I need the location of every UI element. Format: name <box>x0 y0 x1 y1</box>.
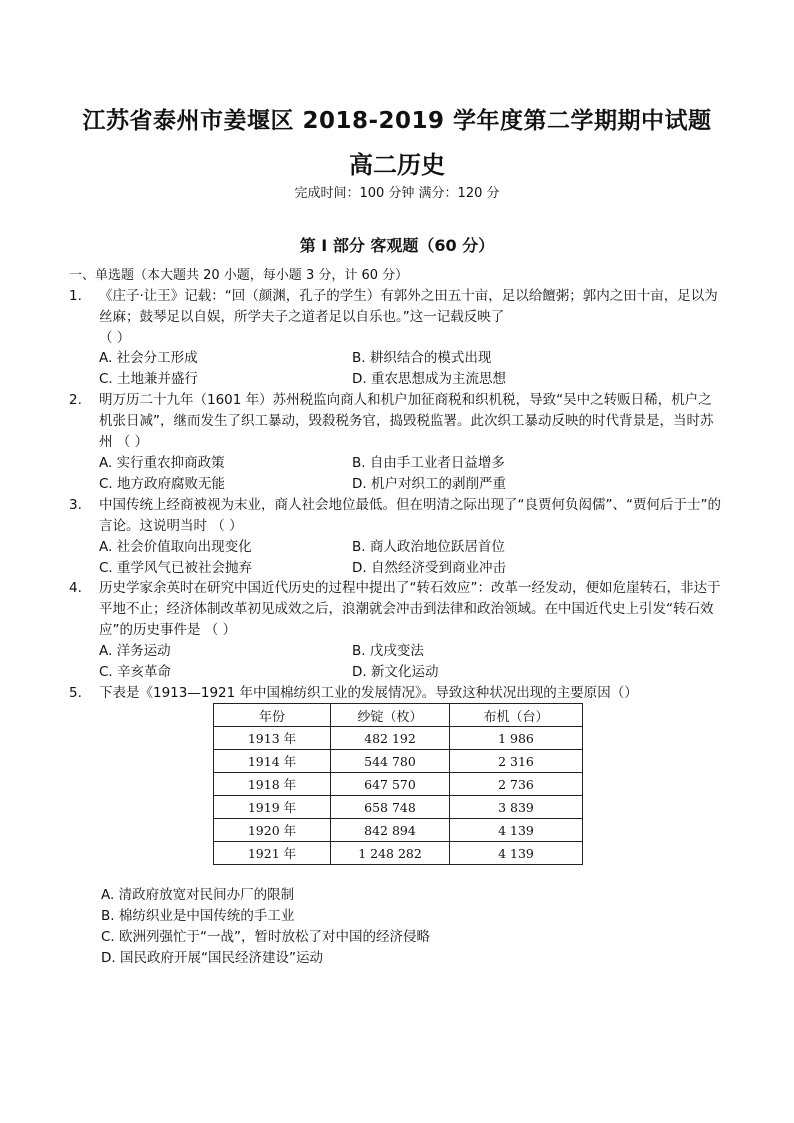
table-cell-spindles: 658 748 <box>331 796 450 819</box>
question-stem: 下表是《1913—1921 年中国棉纺织工业的发展情况》。导致这种状况出现的主要原因（） <box>99 685 638 701</box>
question-number: 2. <box>69 392 82 408</box>
table-row <box>214 750 583 773</box>
option-b: B. 商人政治地位跃居首位 <box>352 539 505 555</box>
table-cell-year: 1919 年 <box>214 796 331 819</box>
table-cell-year: 1921 年 <box>214 842 331 865</box>
option-b: B. 戊戌变法 <box>352 643 424 659</box>
option-a: A. 洋务运动 <box>99 643 171 659</box>
option-a: A. 实行重农抑商政策 <box>99 455 225 471</box>
question-stem: 《庄子·让王》记载：“回（颜渊，孔子的学生）有郭外之田五十亩，足以给饘粥；郭内之田十亩，足以为丝麻；鼓琴足以自娱，所学夫子之道者足以自乐也。”这一记载反映了 <box>99 288 718 325</box>
table-cell-looms: 2 736 <box>450 773 583 796</box>
table-header-looms: 布机（台） <box>450 704 583 727</box>
table-cell-looms: 2 316 <box>450 750 583 773</box>
question-number: 5. <box>69 685 82 701</box>
question-number: 3. <box>69 497 82 513</box>
cotton-industry-table <box>213 703 583 865</box>
option-d: D. 机户对织工的剥削严重 <box>352 476 506 492</box>
question-2 <box>69 390 724 453</box>
option-c: C. 土地兼并盛行 <box>99 371 199 387</box>
table-cell-year: 1913 年 <box>214 727 331 750</box>
option-b: B. 棉纺织业是中国传统的手工业 <box>101 908 295 924</box>
table-cell-spindles: 482 192 <box>331 727 450 750</box>
question-1 <box>69 286 724 349</box>
table-cell-year: 1914 年 <box>214 750 331 773</box>
table-cell-spindles: 842 894 <box>331 819 450 842</box>
table-cell-spindles: 1 248 282 <box>331 842 450 865</box>
table-header-year: 年份 <box>214 704 331 727</box>
question-3 <box>69 495 724 537</box>
option-a: A. 清政府放宽对民间办厂的限制 <box>101 887 295 903</box>
table-cell-year: 1918 年 <box>214 773 331 796</box>
table-cell-year: 1920 年 <box>214 819 331 842</box>
option-d: D. 新文化运动 <box>352 664 439 680</box>
subject-title: 高二历史 <box>349 151 445 179</box>
table-row <box>214 842 583 865</box>
table-row <box>214 796 583 819</box>
option-b: B. 耕织结合的模式出现 <box>352 350 492 366</box>
question-number: 4. <box>69 580 82 596</box>
table-cell-looms: 1 986 <box>450 727 583 750</box>
option-d: D. 自然经济受到商业冲击 <box>352 560 506 576</box>
option-d: D. 重农思想成为主流思想 <box>352 371 506 387</box>
option-a: A. 社会价值取向出现变化 <box>99 539 252 555</box>
section-title: 第 I 部分 客观题（60 分） <box>299 236 495 255</box>
question-stem: 中国传统上经商被视为末业，商人社会地位最低。但在明清之际出现了“良贾何负闳儒”、“贾何后于士”的言论。这说明当时 （ ） <box>99 497 721 534</box>
table-row <box>214 727 583 750</box>
table-header-spindles: 纱锭（枚） <box>331 704 450 727</box>
section-instructions: 一、单选题（本大题共 20 小题，每小题 3 分，计 60 分） <box>69 268 409 283</box>
table-header-row <box>214 704 583 727</box>
table-row <box>214 773 583 796</box>
question-4 <box>69 578 724 641</box>
option-a: A. 社会分工形成 <box>99 350 198 366</box>
table-cell-spindles: 647 570 <box>331 773 450 796</box>
question-5 <box>69 683 724 704</box>
exam-title: 江苏省泰州市姜堰区 2018-2019 学年度第二学期期中试题 <box>82 108 712 134</box>
answer-blank: （ ） <box>99 330 131 346</box>
option-c: C. 重学风气已被社会抛弃 <box>99 560 253 576</box>
option-c: C. 欧洲列强忙于“一战”，暂时放松了对中国的经济侵略 <box>101 929 430 945</box>
table-cell-looms: 3 839 <box>450 796 583 819</box>
table-row <box>214 819 583 842</box>
table-cell-looms: 4 139 <box>450 842 583 865</box>
question-stem: 历史学家余英时在研究中国近代历史的过程中提出了“转石效应”：改革一经发动，便如危崖转石，非达于平地不止；经济体制改革初见成效之后，浪潮就会冲击到法律和政治领域。在中国近代史上引发“转石效应”的历史事件是 （ ） <box>99 580 721 638</box>
time-info: 完成时间：100 分钟 满分：120 分 <box>294 186 500 201</box>
table-cell-looms: 4 139 <box>450 819 583 842</box>
table-cell-spindles: 544 780 <box>331 750 450 773</box>
question-number: 1. <box>69 288 82 304</box>
option-c: C. 地方政府腐败无能 <box>99 476 226 492</box>
option-d: D. 国民政府开展“国民经济建设”运动 <box>101 950 323 966</box>
option-c: C. 辛亥革命 <box>99 664 172 680</box>
option-b: B. 自由手工业者日益增多 <box>352 455 505 471</box>
question-stem: 明万历二十九年（1601 年）苏州税监向商人和机户加征商税和织机税，导致“吴中之转贩日稀，机户之机张日减”，继而发生了织工暴动，毁殺税务官，捣毁税监署。此次织工暴动反映的时代背景是，当时苏州 （ ） <box>99 392 714 450</box>
